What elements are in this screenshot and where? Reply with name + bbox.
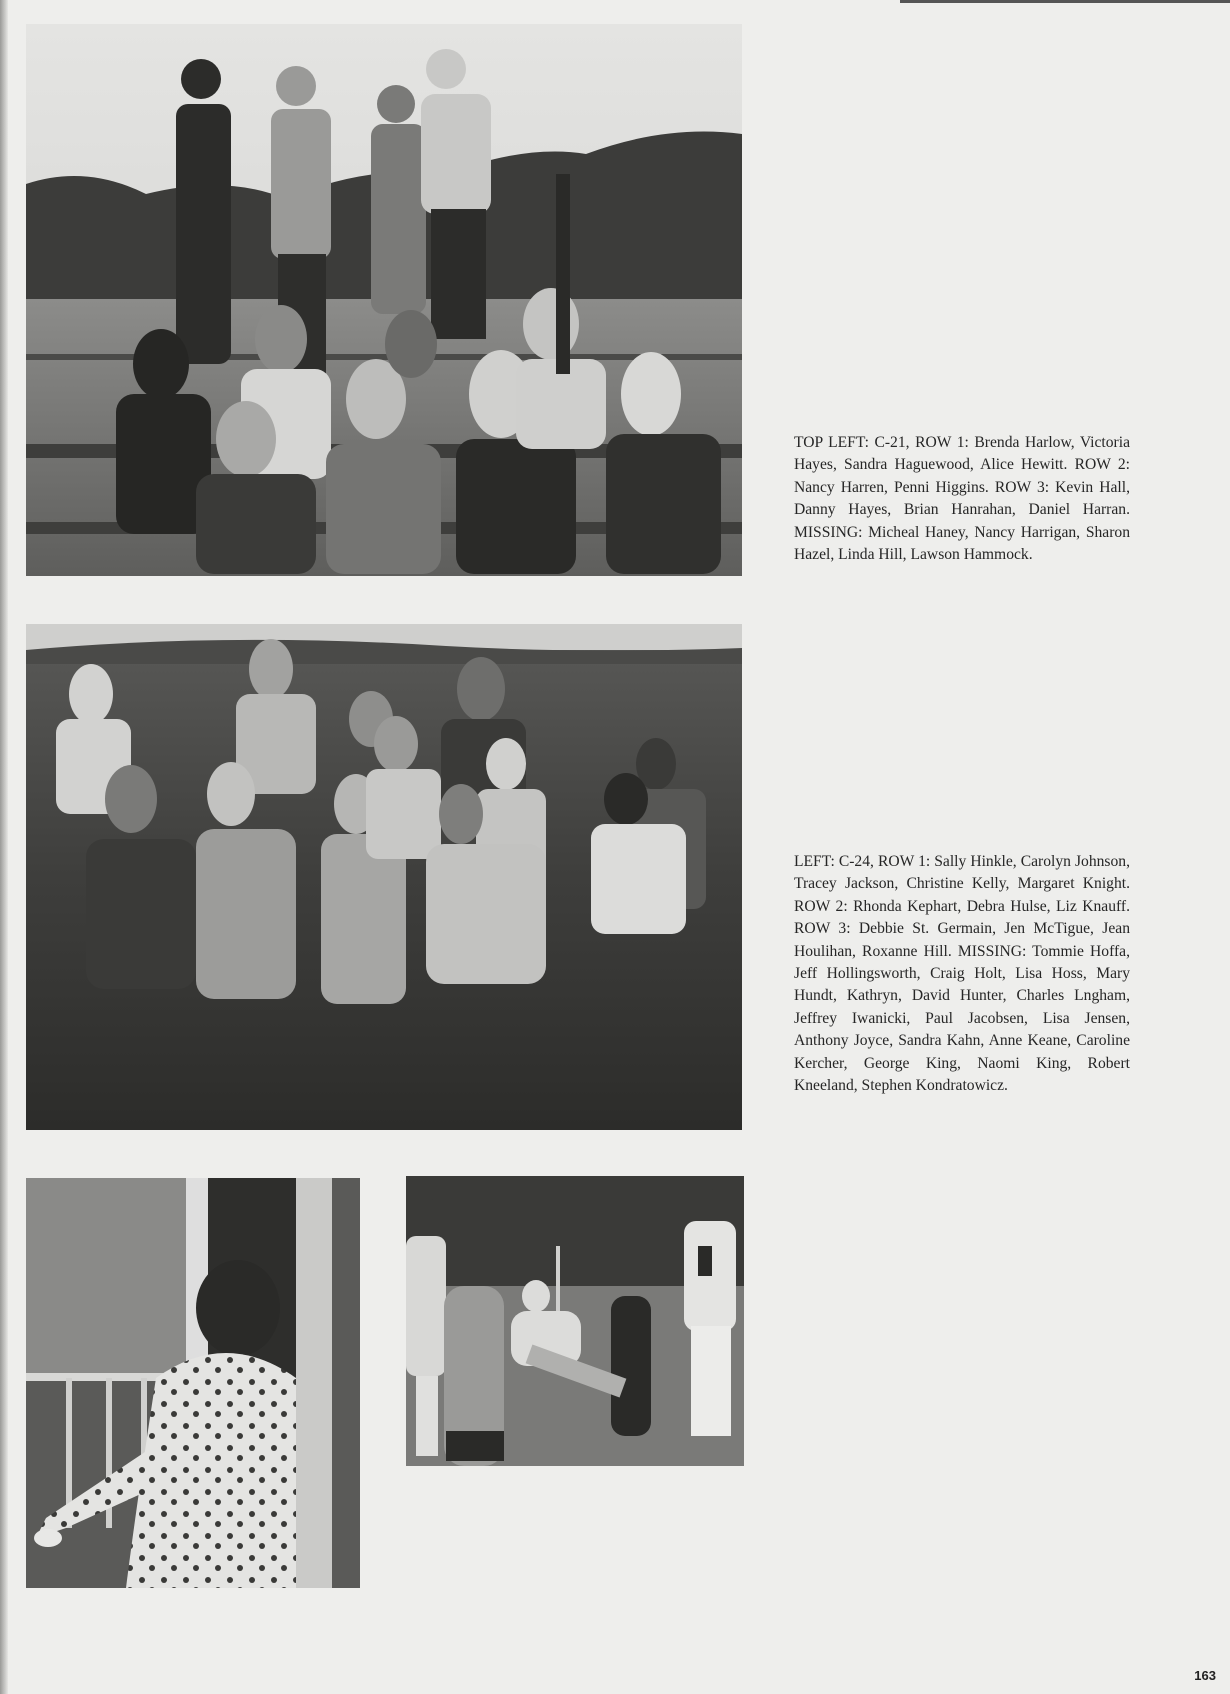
caption-c21: TOP LEFT: C-21, ROW 1: Brenda Harlow, Victoria Hayes, Sandra Haguewood, Alice Hewitt. ROW 2: Nancy Harren, Penni Higgins. ROW 3: Kevin Hall, Danny Hayes, Brian Hanrahan, Daniel Harran. MISSING: Micheal Haney, Nancy Harrigan, Sharon Hazel, Linda Hill, Lawson Hammock.: [794, 434, 1130, 564]
group-photo-c21: [26, 24, 742, 576]
caption-c24: LEFT: C-24, ROW 1: Sally Hinkle, Carolyn Johnson, Tracey Jackson, Christine Kelly, Margaret Knight. ROW 2: Rhonda Kephart, Debra Hulse, Liz Knauff. ROW 3: Debbie St. Germain, Jen McTigue, Jean Houlihan, Roxanne Hill. MISSING: Tommie Hoffa, Jeff Hollingsworth, Craig Holt, Lisa Hoss, Mary Hundt, Kathryn, David Hunter, Charles Lngham, Jeffrey Iwanicki, Paul Jacobsen, Lisa Jensen, Anthony Joyce, Sandra Kahn, Anne Keane, Caroline Kercher, George King, Naomi King, Robert Kneeland, Stephen Kondratowicz.: [794, 853, 1130, 1095]
football-practice-photo: [406, 1176, 744, 1466]
group-photo-c24: [26, 624, 742, 1130]
page-number: 163: [1194, 1668, 1216, 1683]
page-binding-edge: [0, 0, 8, 1694]
candid-photo-patterned-shirt: [26, 1178, 360, 1588]
top-rule: [900, 0, 1230, 3]
